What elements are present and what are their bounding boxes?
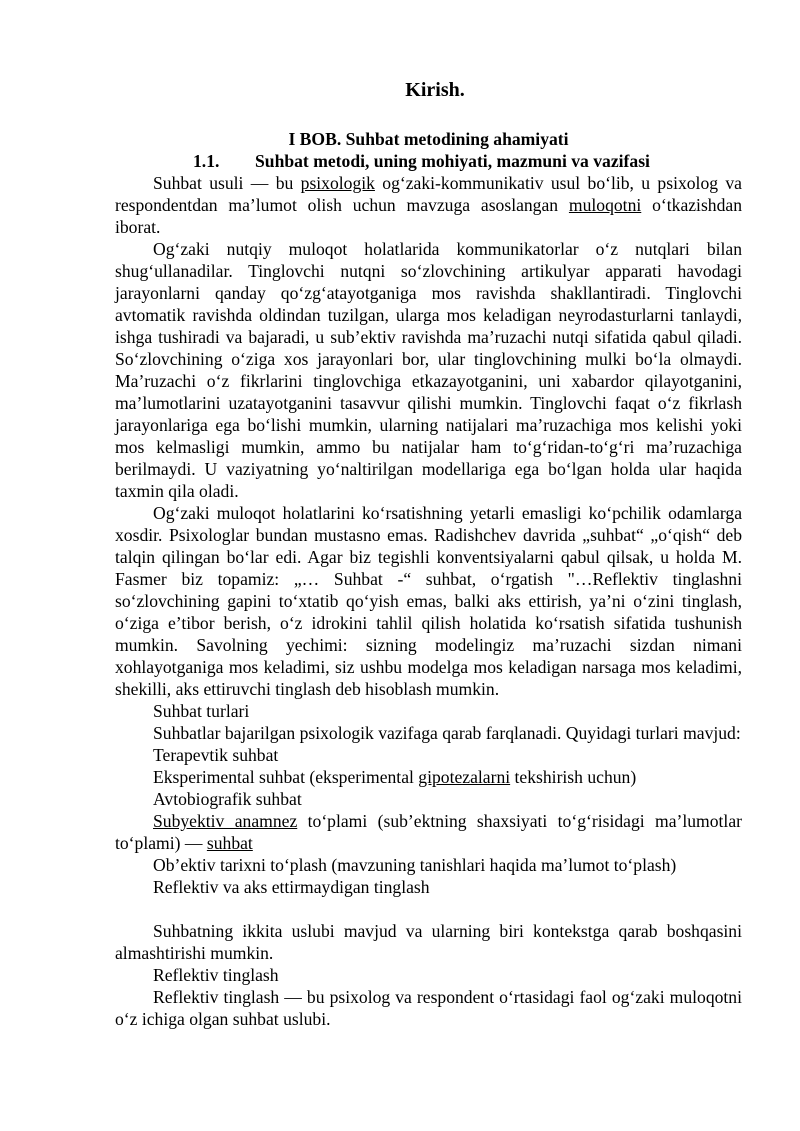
list-item: Avtobiografik suhbat (153, 789, 302, 809)
paragraph-5: Suhbatning ikkita uslubi mavjud va ularning biri kontekstga qarab boshqasini almashtirishi mumkin. (115, 921, 742, 963)
page-title: Kirish. (405, 79, 465, 101)
paragraph-4: Suhbatlar bajarilgan psixologik vazifaga qarab farqlanadi. Quyidagi turlari mavjud: (153, 723, 741, 743)
document-body (115, 128, 742, 1030)
paragraph-2: Og‘zaki nutqiy muloqot holatlarida kommunikatorlar o‘z nutqlari bilan shug‘ullanadilar. Tinglovchi nutqni so‘zlovchining artikulyar apparati havodagi jarayonlarni qanday qo‘zg‘atayotganiga mos ravishda shakllantiradi. Tinglovchi avtomatik ravishda oldindan tuzilgan, ularga mos keladigan neyrodasturlarni tanlaydi, ishga tushiradi va bajaradi, u sub’ektiv ravishda ma’ruzachi nutqi sifatida qabul qiladi. So‘zlovchining o‘ziga xos jarayonlari bor, ular tinglovchining mulki bo‘la olmaydi. Ma’ruzachi o‘z fikrlarini tinglovchiga etkazayotganini, uni xabardor qilayotganini, ma’lumotlarini uzatayotganini tasavvur qilishi mumkin. Tinglovchi faqat o‘z fikrlash jarayonlariga ega bo‘lishi mumkin, ularning natijalari ma’ruzachiga mos kelishi yoki mos kelmasligi mumkin, ammo bu natijalar ham to‘g‘ridan-to‘g‘ri ma’ruzachiga berilmaydi. U vaziyatning yo‘naltirilgan modellariga ega bo‘lgan holda ular haqida taxmin qila oladi. (115, 239, 742, 501)
list-item (115, 810, 742, 854)
paragraph-6: Reflektiv tinglash — bu psixolog va respondent o‘rtasidagi faol og‘zaki muloqotni o‘z ichiga olgan suhbat uslubi. (115, 987, 742, 1029)
link-subyektiv-anamnez[interactable]: Subyektiv anamnez (153, 811, 298, 831)
list-item: Terapevtik suhbat (153, 745, 279, 765)
link-suhbat[interactable]: suhbat (206, 833, 253, 853)
list-item: Reflektiv va aks ettirmaydigan tinglash (153, 877, 430, 897)
types-heading: Suhbat turlari (153, 701, 250, 721)
p1-text-e: o‘tkazishdan iborat. (115, 195, 742, 237)
paragraph-1 (115, 172, 742, 238)
link-gipotezalarni[interactable]: gipotezalarni (418, 767, 511, 787)
chapter-heading: I BOB. Suhbat metodining ahamiyati (288, 129, 569, 149)
p1-text-a: Suhbat usuli — bu (153, 173, 301, 193)
link-psixologik[interactable]: psixologik (300, 173, 375, 193)
section-number: 1.1. (193, 151, 220, 171)
paragraph-3: Og‘zaki muloqot holatlarini ko‘rsatishning yetarli emasligi ko‘pchilik odamlarga xosdir. Psixologlar bundan mustasno emas. Radishchev davrida „suhbat“ „o‘qish“ deb talqin qilingan bo‘lar edi. Agar biz tegishli konventsiyalarni qabul qilsak, u holda M. Fasmer biz topamiz: „… Suhbat -“ suhbat, o‘rgatish "…Reflektiv tinglashni so‘zlovchining gapini to‘xtatib qo‘yish emas, balki aks ettirish, ya’ni o‘zini tinglash, o‘ziga e’tibor berish, o‘z idrokini tahlil qilish holatida ko‘rsatish sifatida tushunish mumkin. Savolning yechimi: sizning modelingiz ma’ruzachi sizdan nimani xohlayotganiga mos keladimi, siz ushbu modelga mos keladigan narsaga mos keladimi, shekilli, aks ettiruvchi tinglash deb hisoblash mumkin. (115, 503, 742, 699)
list-item (115, 766, 742, 788)
item2-text-c: tekshirish uchun) (510, 767, 637, 787)
list-item: Ob’ektiv tarixni to‘plash (mavzuning tanishlari haqida ma’lumot to‘plash) (153, 855, 677, 875)
reflective-heading: Reflektiv tinglash (153, 965, 279, 985)
link-muloqotni[interactable]: muloqotni (568, 195, 642, 215)
p1-text-c: og‘zaki-kommunikativ usul bo‘lib, u psixolog va respondentdan ma’lumot olish uchun mavzuga asoslangan (115, 173, 742, 215)
item4-text-b: to‘plami (sub’ektning shaxsiyati to‘g‘risidagi ma’lumotlar to‘plami) — (115, 811, 742, 853)
blank-line (115, 898, 742, 920)
section-title: Suhbat metodi, uning mohiyati, mazmuni va vazifasi (255, 151, 650, 171)
section-heading (115, 150, 742, 172)
item2-text-a: Eksperimental suhbat (eksperimental (153, 767, 419, 787)
